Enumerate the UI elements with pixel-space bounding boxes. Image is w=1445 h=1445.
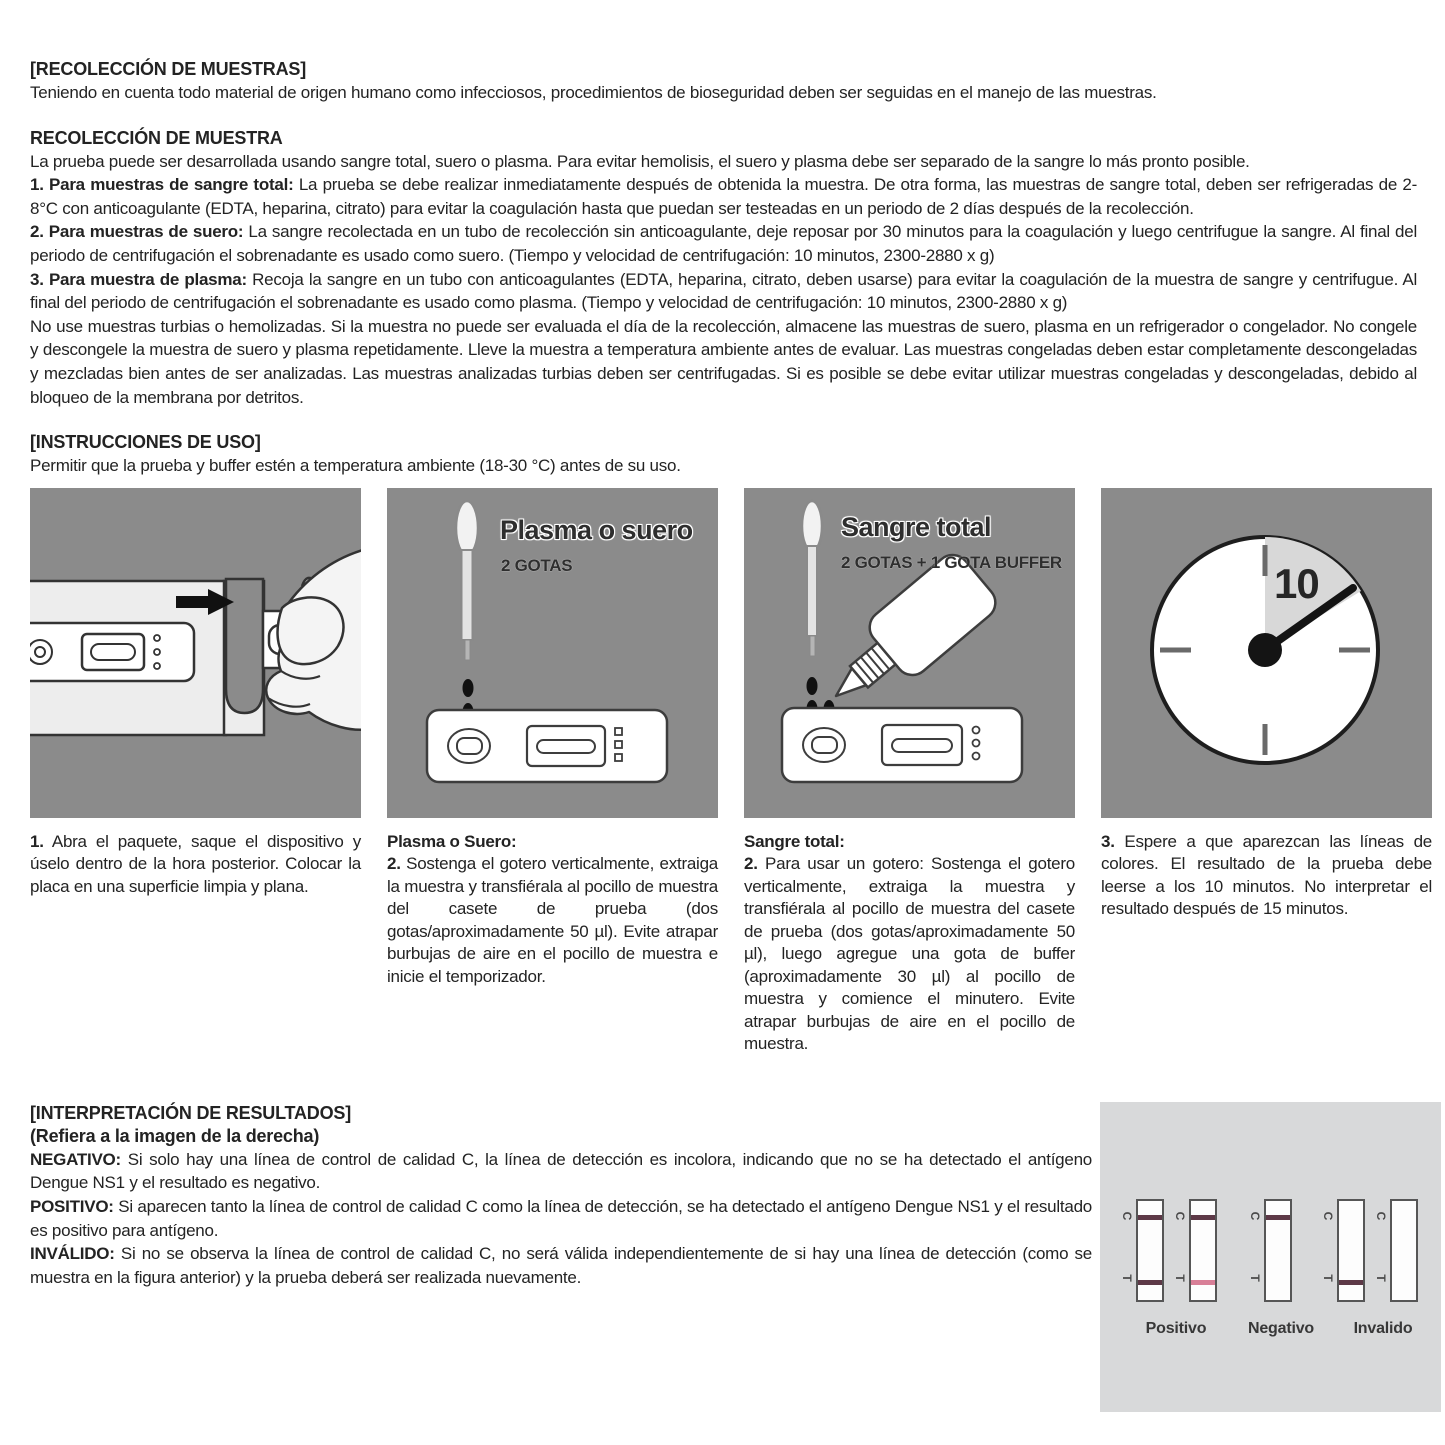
test-marker: T [1248,1274,1262,1282]
clock-minutes-label: 10 [1274,559,1319,607]
caption-title: Plasma o Suero: [387,831,517,851]
control-marker: C [1173,1211,1187,1221]
muestra-item-suero [30,220,1417,267]
control-marker: C [1374,1211,1388,1221]
drop-icon [463,679,474,697]
control-marker: C [1120,1211,1134,1221]
section-title-recoleccion-muestra: RECOLECCIÓN DE MUESTRA [30,127,283,148]
recoleccion-muestras-body: Teniendo en cuenta todo material de origen humano como infecciosos, procedimientos de bioseguridad deben ser seguidas en el manejo de las muestras. [30,83,1157,102]
caption-step-3 [1101,831,1432,921]
section-title-recoleccion-muestras: [RECOLECCIÓN DE MUESTRAS] [30,59,307,79]
hand-icon [266,548,361,730]
clock-icon [1101,488,1432,818]
instruction-captions-row [30,831,1432,1056]
result-strip-positive-weak [1175,1199,1221,1302]
test-cassette-icon [427,710,667,782]
pouch-notch [226,579,263,713]
result-label-positivo: Positivo [1145,1319,1207,1337]
muestra-item-plasma [30,268,1417,315]
caption-step-1 [30,831,361,899]
caption-lead: 1. [30,831,44,851]
test-cassette-icon [782,708,1022,782]
interp-invalido [30,1242,1092,1289]
test-marker: T [1321,1274,1335,1282]
panel-subheading-sangre-total: 2 GOTAS + 1 GOTA BUFFER [841,552,1062,572]
caption-step-2-plasma [387,831,718,989]
muestra-item-sangre-total [30,173,1417,220]
muestra-item-text: Recoja la sangre en un tubo con anticoagulantes (EDTA, heparina, citrato, deben usarse) para evitar la coagulación de la muestra de sangre y centrifugue. Al final del periodo de centrifugación el sobrenadante es usado como plasma. (Tiempo y velocidad de centrifugación: 10 minutos, 2300-2880 x g) [30,269,1417,313]
panel-plasma-suero [387,488,718,818]
muestra-item-lead: 2. Para muestras de suero: [30,222,244,242]
panel-sangre-total [744,488,1075,818]
caption-title: Sangre total: [744,831,845,851]
result-label-invalido: Invalido [1353,1319,1413,1337]
interpretacion-subtitle: (Refiera a la imagen de la derecha) [30,1125,320,1146]
caption-lead: 2. [387,854,401,874]
result-strip-invalid-tonly [1323,1199,1369,1302]
interp-negativo [30,1148,1092,1195]
caption-text: Sostenga el gotero verticalmente, extraiga la muestra y transfiérala al pocillo de muestra del casete de prueba (dos gotas/aproximadamente 50 µl). Evite atrapar burbujas de aire en el pocillo de muestra e inicie el temporizador. [387,854,718,986]
panel-subheading-plasma-suero: 2 GOTAS [501,555,573,575]
panel-heading-sangre-total: Sangre total [841,511,992,542]
buffer-bottle-icon [812,548,1002,724]
dropper-icon [802,501,822,656]
test-marker: T [1173,1274,1187,1282]
caption-lead: 3. [1101,831,1115,851]
test-marker: T [1120,1274,1134,1282]
caption-lead: 2. [744,854,758,874]
interp-text: Si no se observa la línea de control de calidad C, no será válida independientemente de si hay una línea de detección (como se muestra en la figura anterior) y la prueba deberá ser realizada nuevamente. [30,1244,1092,1287]
caption-step-2-sangre [744,831,1075,1056]
interp-lead: NEGATIVO: [30,1149,121,1169]
recoleccion-muestra-intro: La prueba puede ser desarrollada usando sangre total, suero o plasma. Para evitar hemolisis, el suero y plasma debe ser separado de la sangre lo más pronto posible. [30,151,1250,171]
caption-text: Espere a que aparezcan las líneas de colores. El resultado de la prueba debe leerse a los 10 minutos. No interpretar el resultado después de 15 minutos. [1101,831,1432,919]
interp-text: Si solo hay una línea de control de calidad C, la línea de detección es incolora, indicando que no se ha detectado el antígeno Dengue NS1 y el resultado es negativo. [30,1149,1092,1193]
interp-text: Si aparecen tanto la línea de control de calidad C como la línea de detección, se ha detectado el antígeno Dengue NS1 y el resultado es positivo para antígeno. [30,1196,1092,1240]
test-marker: T [1374,1274,1388,1282]
result-strip-positive-strong [1122,1199,1168,1302]
section-title-instrucciones: [INSTRUCCIONES DE USO] [30,432,261,453]
interp-positivo [30,1195,1092,1242]
test-cassette-icon [30,623,194,681]
muestra-item-lead: 3. Para muestra de plasma: [30,269,247,289]
caption-text: Para usar un gotero: Sostenga el gotero verticalmente, extraiga la muestra y transfiérala al pocillo de muestra del casete de prueba (dos gotas/aproximadamente 50 µl), luego agregue una gota de buffer (aproximadamente 30 µl) al pocillo de muestra y comience el minutero. Evite atrapar burbujas de aire en el pocillo de muestra. [744,854,1075,1054]
open-package-illustration [30,488,361,818]
muestra-item-text: La sangre recolectada en un tubo de recolección sin anticoagulante, deje reposar por 30 minutos para la coagulación y luego centrifugue la sangre. Al final del periodo de centrifugación el sobrenadante es usado como suero. (Tiempo y velocidad de centrifugación: 10 minutos, 2300-2880 x g) [30,222,1417,265]
result-label-negativo: Negativo [1248,1319,1314,1337]
interp-lead: INVÁLIDO: [30,1244,115,1264]
caption-text: Abra el paquete, saque el dispositivo y úselo dentro de la hora posterior. Colocar la placa en una superficie limpia y plana. [30,831,361,896]
panel-open-package [30,488,361,818]
section-title-interpretacion: [INTERPRETACIÓN DE RESULTADOS] [30,1102,351,1123]
panel-timer [1101,488,1432,818]
drop-icon [807,677,818,695]
result-strip-invalid-blank [1376,1199,1422,1302]
panel-heading-plasma-suero: Plasma o suero [500,514,693,545]
muestra-item-lead: 1. Para muestras de sangre total: [30,175,294,195]
muestra-item-text: La prueba se debe realizar inmediatamente después de obtenida la muestra. De otra forma, las muestras de sangre total, deben ser refrigeradas de 2-8°C con anticoagulante (EDTA, heparina, citrato) para evitar la coagulación hasta que puedan ser testeadas en un periodo de 2 días después de la recolección. [30,175,1417,218]
result-strip-negative [1250,1199,1296,1302]
dropper-icon [456,501,478,660]
interp-lead: POSITIVO: [30,1196,114,1216]
results-reference-image [1100,1102,1441,1412]
recoleccion-muestra-outro: No use muestras turbias o hemolizadas. Si la muestra no puede ser evaluada el día de la recolección, almacene las muestras de suero, plasma en un refrigerador o congelador. No congele y descongele la muestra de suero y plasma repetidamente. Lleve la muestra a temperatura ambiente antes de evaluar. Las muestras congeladas deben estar completamente descongeladas y mezcladas bien antes de ser analizadas. Las muestras analizadas turbias deben ser centrifugadas. Si es posible se debe evitar utilizar muestras congeladas y descongeladas, debido al bloqueo de la membrana por detritos. [30,316,1417,407]
instrucciones-intro: Permitir que la prueba y buffer estén a temperatura ambiente (18-30 °C) antes de su uso. [30,456,681,476]
interpretation-section [30,1102,1417,1432]
control-marker: C [1248,1211,1262,1221]
control-marker: C [1321,1211,1335,1221]
instruction-panels-row [30,488,1417,818]
